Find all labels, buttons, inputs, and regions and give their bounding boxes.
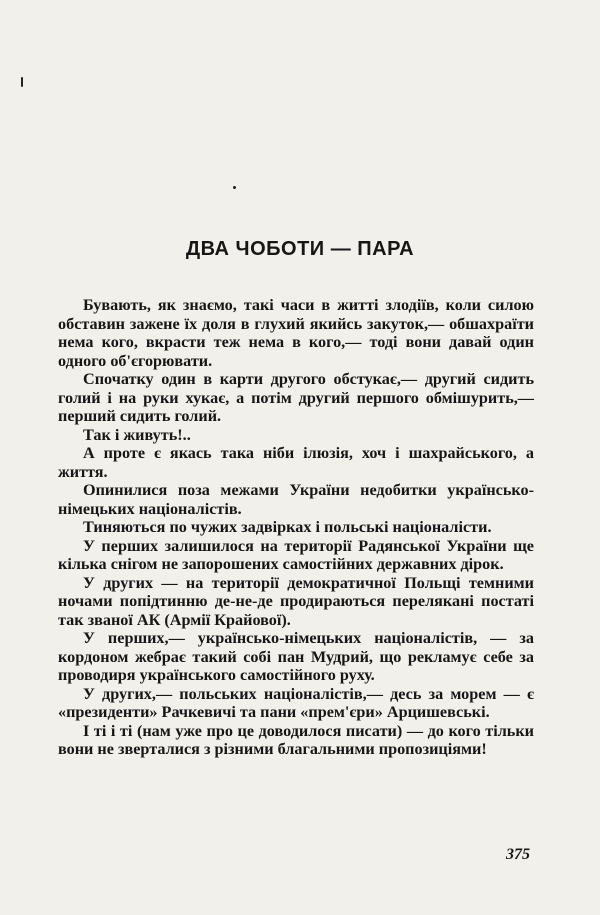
scan-speck	[21, 77, 23, 87]
paragraph: У перших,— українсько-німецьких націоналістів, — за кордоном жебрає такий собі пан Мудрий, що рекламує себе за проводиря українського самостійного руху.	[58, 629, 534, 684]
paragraph: І ті і ті (нам уже про це доводилося писати) — до кого тільки вони не зверталися з різними благальними пропозиціями!	[58, 721, 534, 758]
paragraph: У других,— польських націоналістів,— десь за морем — є «президенти» Рачкевичі та пани «прем'єри» Арцишевські.	[58, 684, 534, 721]
paragraph: А проте є якась така ніби ілюзія, хоч і шахрайського, а життя.	[58, 444, 534, 481]
page-number: 375	[506, 846, 530, 863]
paragraph: Так і живуть!..	[83, 425, 191, 444]
chapter-title: ДВА ЧОБОТИ — ПАРА	[185, 238, 415, 260]
paragraph: У других — на території демократичної Польщі темними ночами попідтинню де-не-де продираються перелякані постаті так званої АК (Армії Крайової).	[58, 573, 534, 629]
paragraph: Опинилися поза межами України недобитки українсько-німецьких націоналістів.	[58, 481, 534, 518]
paragraph: Тиняються по чужих задвірках і польські націоналісти.	[83, 518, 492, 536]
paragraph: Спочатку один в карти другого обстукає,— другий сидить голий і на руки хукає, а потім другий першого обмішурить,— перший сидить голий.	[58, 370, 534, 425]
chapter-body	[58, 296, 534, 759]
scan-dot	[233, 186, 236, 189]
paragraph: У перших залишилося на території Радянської України ще кілька снігом не запорошених самостійних державних дірок.	[58, 536, 534, 573]
paragraph: Бувають, як знаємо, такі часи в житті злодіїв, коли силою обставин зажене їх доля в глухий якийсь закуток,— обшахраїти нема кого, вкрасти теж нема в кого,— тоді вони давай один одного об'єгорювати.	[58, 296, 534, 370]
